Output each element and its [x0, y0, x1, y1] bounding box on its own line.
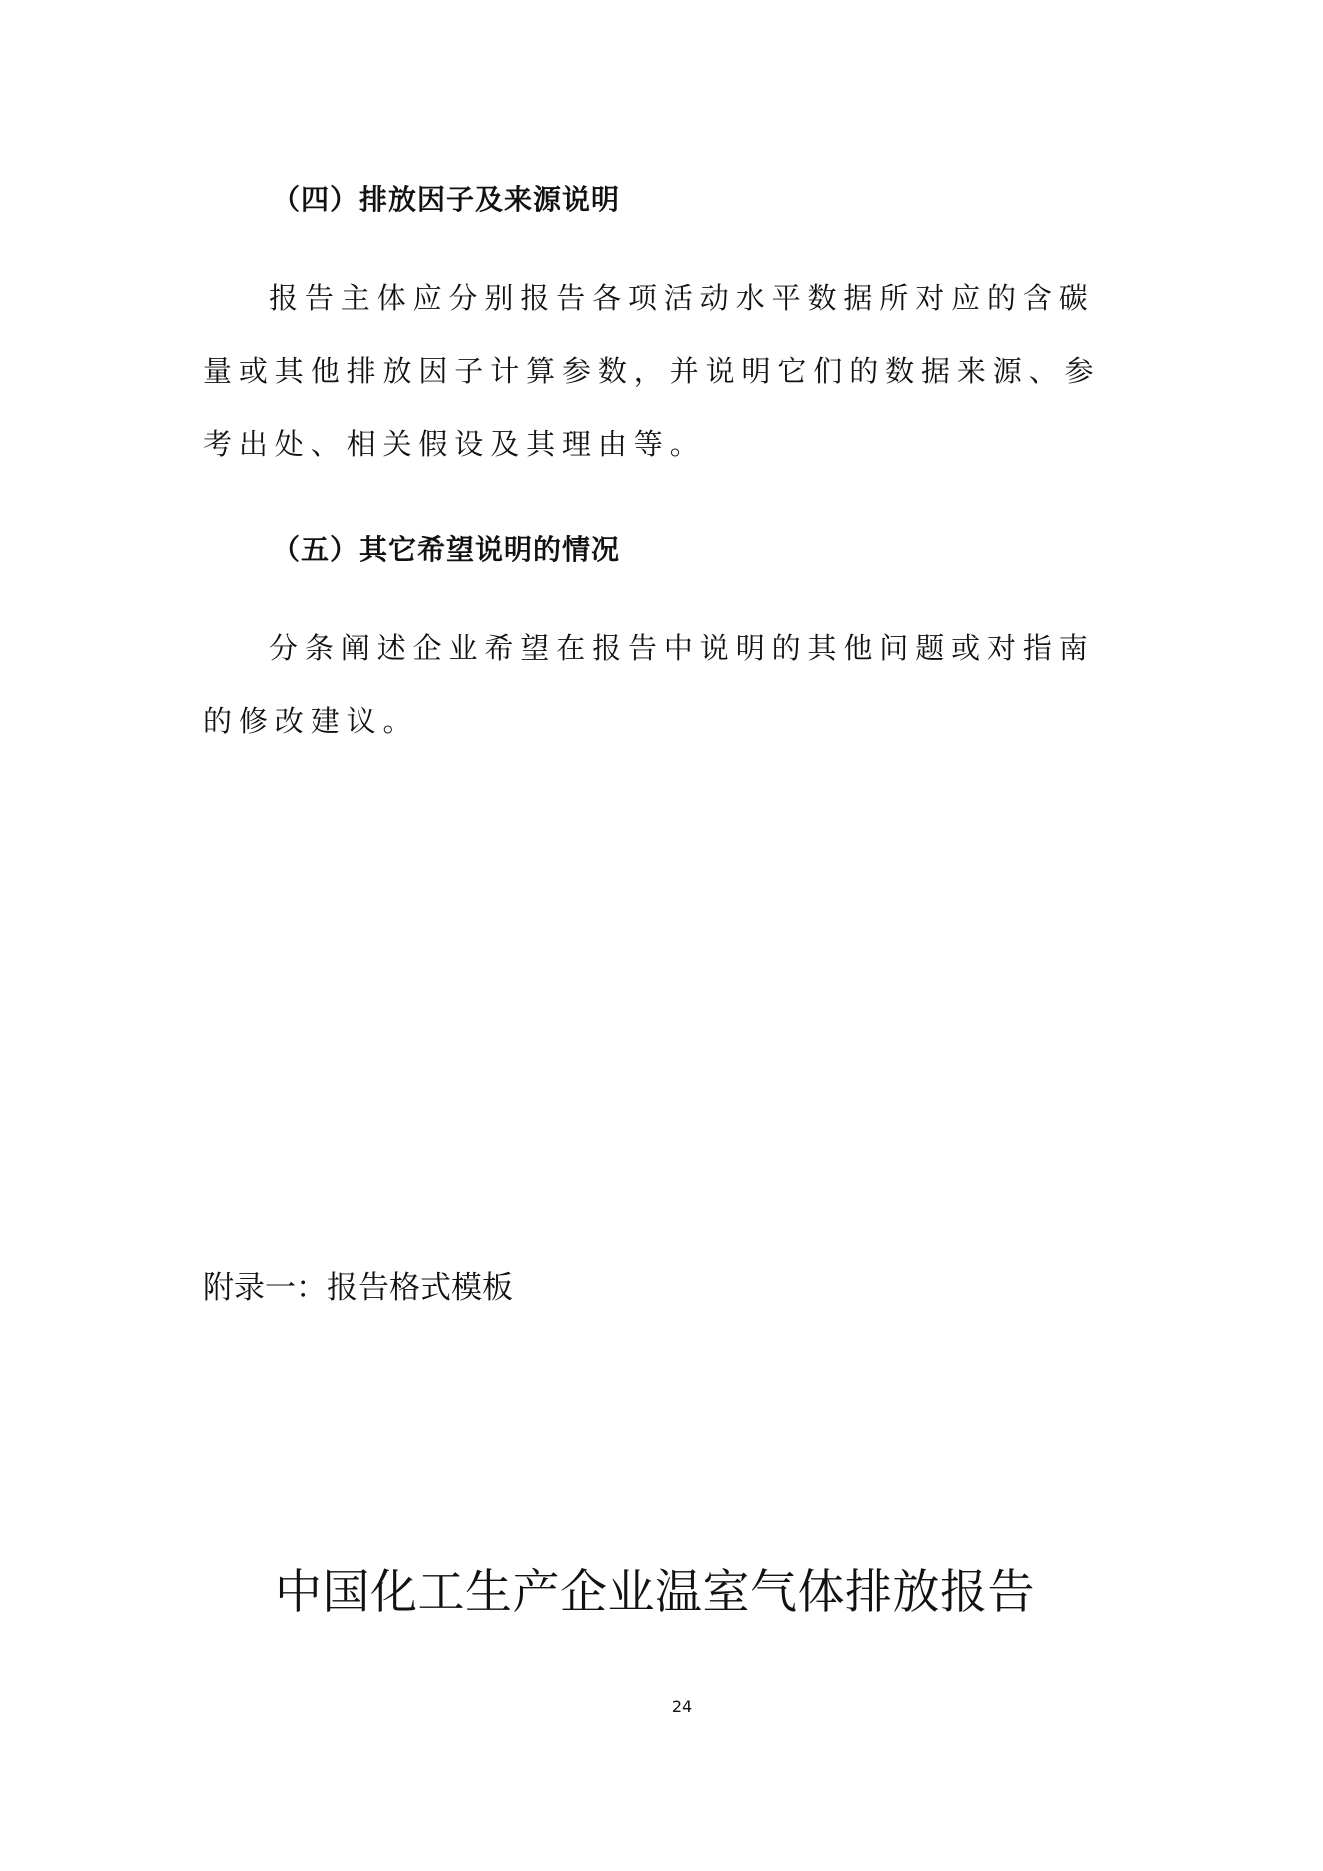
section-body-emission-factors: 报告主体应分别报告各项活动水平数据所对应的含碳量或其他排放因子计算参数，并说明它们的数据来源、参考出处、相关假设及其理由等。 [203, 281, 1101, 461]
section-heading-emission-factors: （四）排放因子及来源说明 [272, 183, 621, 216]
page-number: 24 [671, 1697, 693, 1716]
report-title: 中国化工生产企业温室气体排放报告 [275, 1565, 1035, 1620]
appendix-label: 附录一：报告格式模板 [203, 1270, 513, 1306]
section-body-other-notes: 分条阐述企业希望在报告中说明的其他问题或对指南的修改建议。 [203, 631, 1095, 738]
section-heading-other-notes: （五）其它希望说明的情况 [272, 533, 621, 566]
